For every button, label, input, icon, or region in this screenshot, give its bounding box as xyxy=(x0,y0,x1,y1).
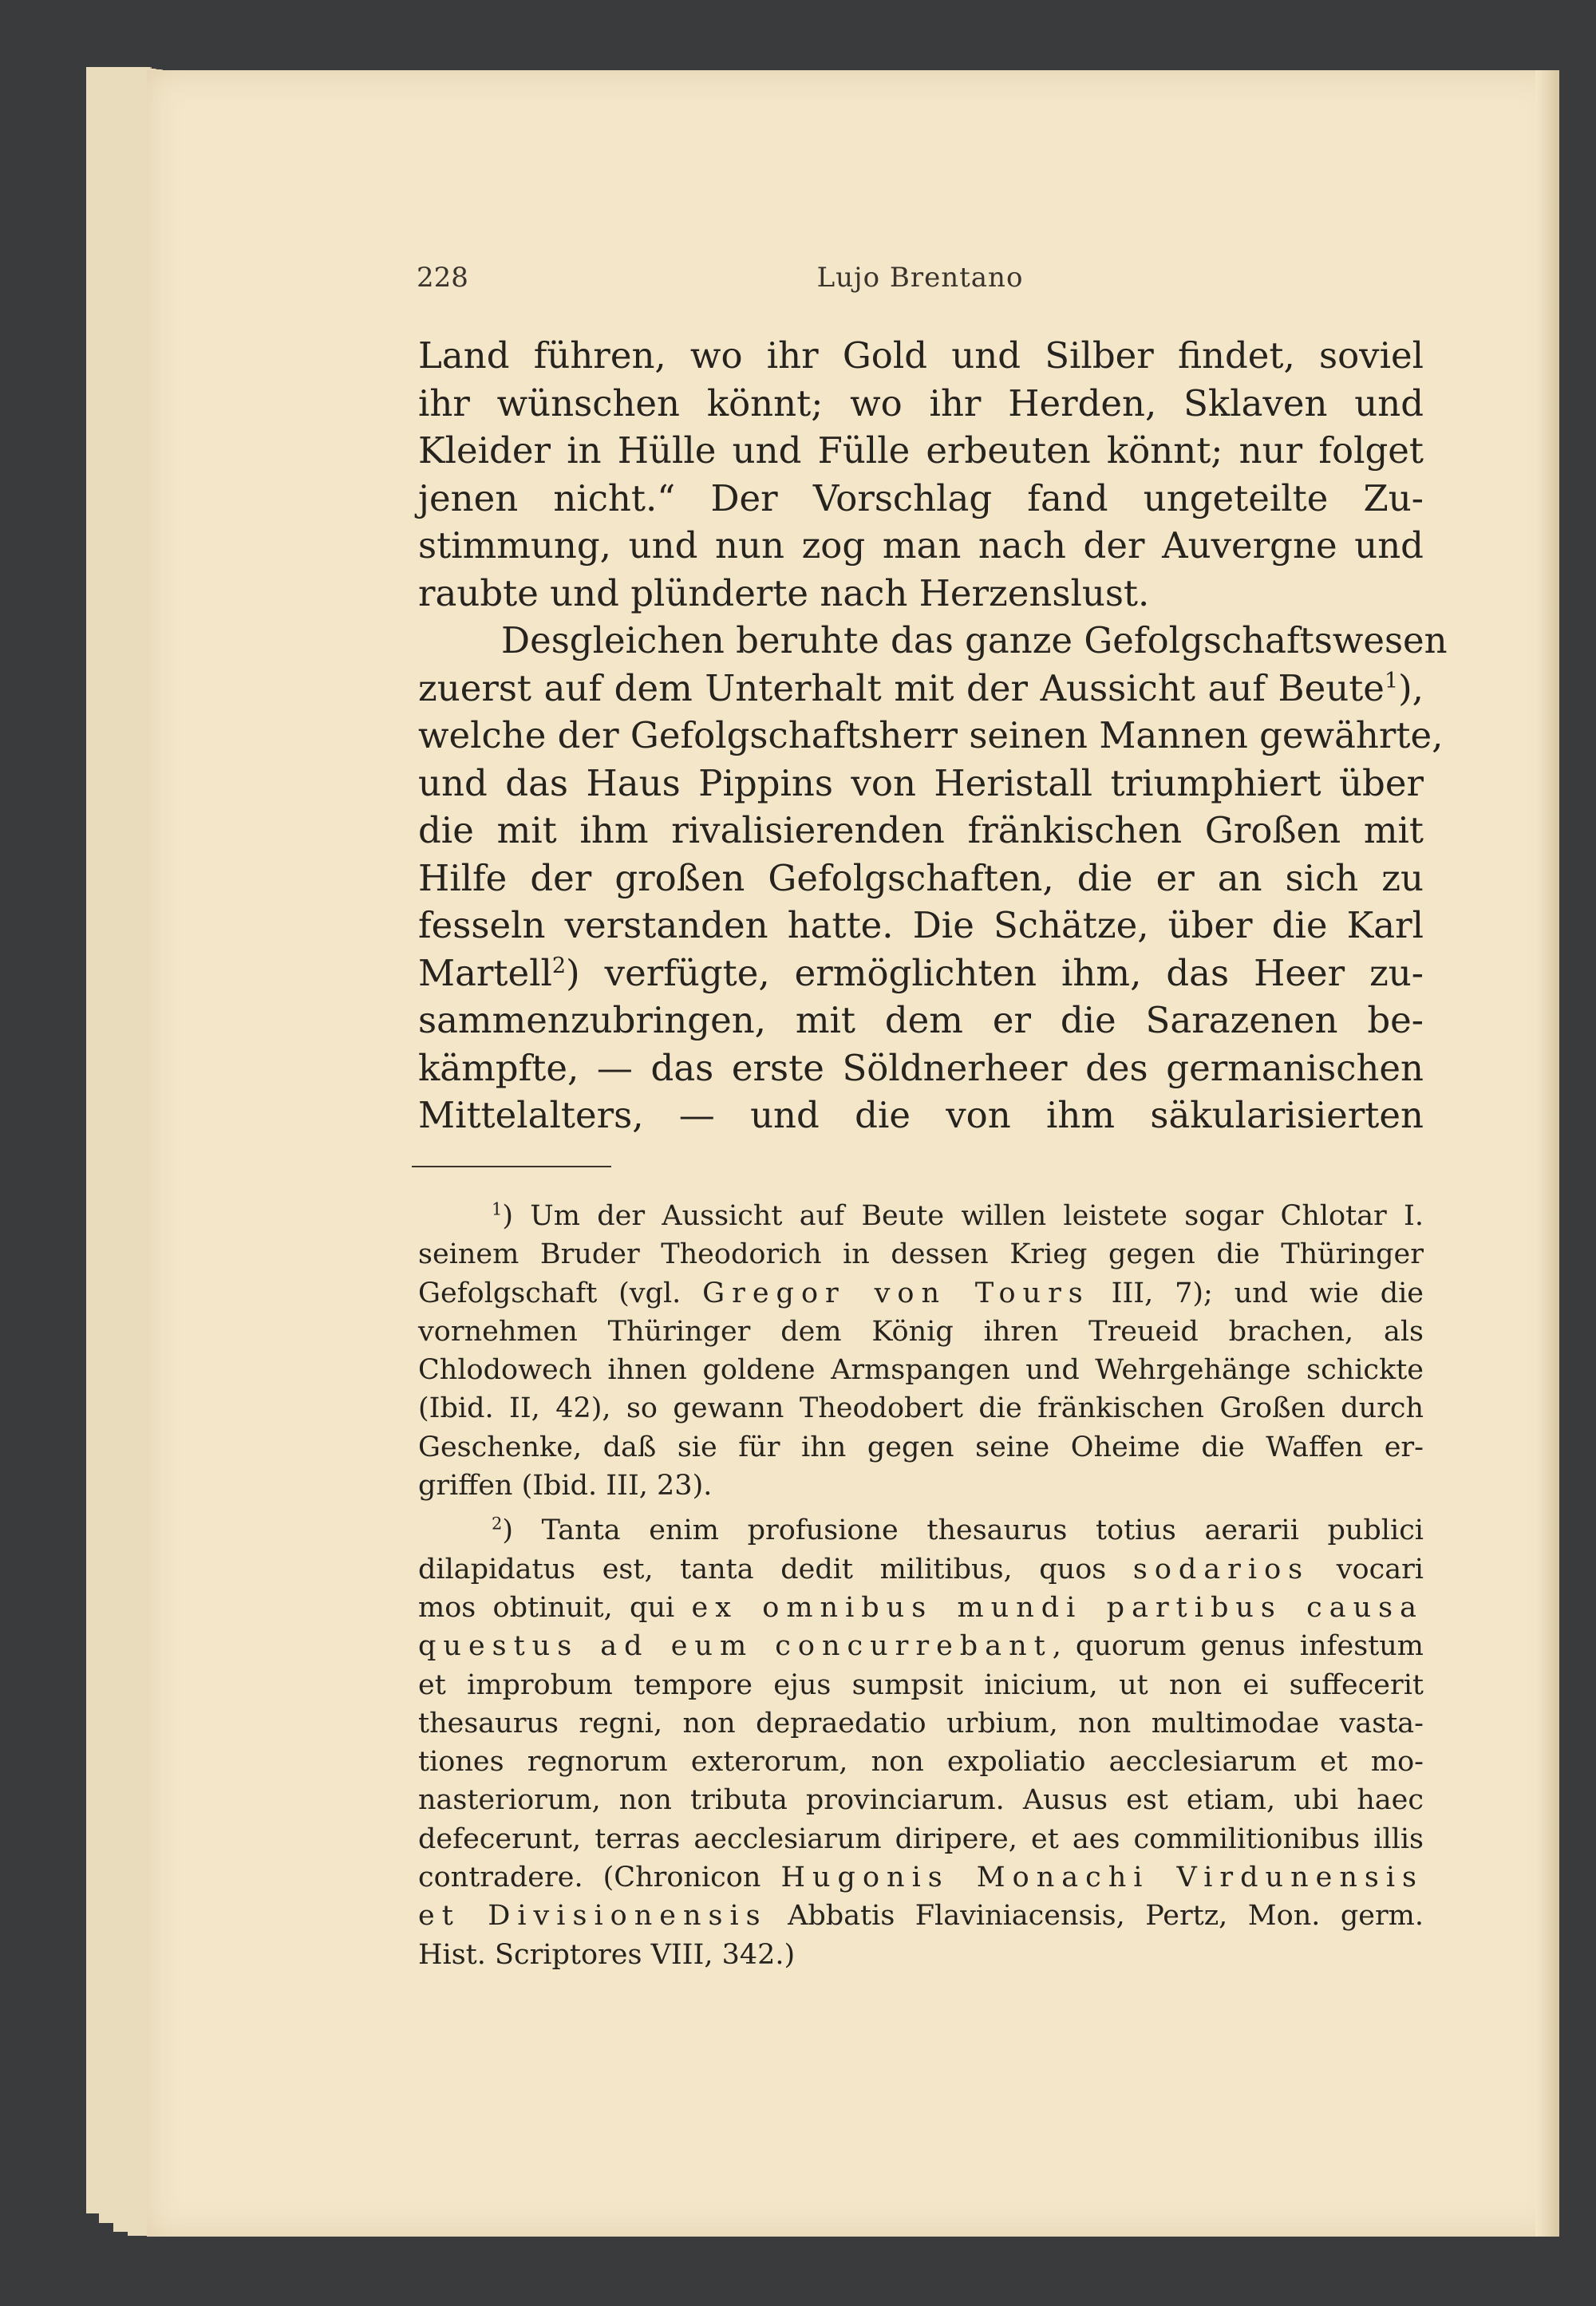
text-segment: ) Tanta enim profusione thesaurus totius aerarii publici xyxy=(502,1514,1424,1547)
text-segment: contradere. (Chronicon xyxy=(418,1862,781,1894)
text-segment: vocari xyxy=(1310,1553,1424,1585)
spaced-text: questus ad eum concurrebant xyxy=(418,1630,1053,1663)
text-segment: Martell xyxy=(418,951,552,994)
page-number: 228 xyxy=(417,262,468,294)
text-segment: Desgleichen beruhte das ganze Gefolgschaftswesen xyxy=(501,619,1448,661)
text-segment: Mittelalters, — und die von ihm säkularisierten xyxy=(418,1094,1424,1136)
text-segment: griffen (Ibid. III, 23). xyxy=(418,1470,713,1502)
text-segment: vornehmen Thüringer dem König ihren Treueid brachen, als xyxy=(418,1315,1424,1348)
footnotes xyxy=(418,1197,1424,1974)
footnote-line xyxy=(418,1467,1424,1505)
text-line xyxy=(418,950,1424,997)
text-line xyxy=(418,807,1424,855)
text-segment: sammenzubringen, mit dem er die Sarazenen be- xyxy=(418,999,1424,1041)
text-line xyxy=(418,712,1444,760)
footnote-line xyxy=(418,1389,1424,1427)
text-segment: Gefolgschaft (vgl. xyxy=(418,1277,703,1309)
spaced-text: sodarios xyxy=(1132,1553,1310,1585)
text-line xyxy=(418,760,1424,807)
text-segment: stimmung, und nun zog man nach der Auvergne und xyxy=(418,524,1424,567)
text-segment: thesaurus regni, non depraedatio urbium, non multimodae vasta- xyxy=(418,1707,1424,1739)
spaced-text: Gregor von Tours xyxy=(702,1277,1090,1309)
text-segment: Hist. Scriptores VIII, 342.) xyxy=(418,1938,796,1971)
text-line xyxy=(418,997,1424,1044)
text-segment: Kleider in Hülle und Fülle erbeuten könnt; nur folget xyxy=(418,429,1424,472)
text-line xyxy=(418,427,1424,475)
text-line xyxy=(418,1092,1424,1139)
text-segment: fesseln verstanden hatte. Die Schätze, über die Karl xyxy=(418,904,1424,946)
text-segment: jenen nicht.“ Der Vorschlag fand ungeteilte Zu- xyxy=(418,476,1424,519)
footnote-marker: 1 xyxy=(1384,668,1399,693)
text-segment: ) Um der Aussicht auf Beute willen leistete sogar Chlotar I. xyxy=(502,1200,1424,1232)
text-segment: ), xyxy=(1398,666,1424,709)
footnote-line xyxy=(418,1351,1424,1389)
text-segment: zuerst auf dem Unterhalt mit der Aussicht auf Beute xyxy=(418,666,1385,709)
text-line xyxy=(418,902,1424,950)
text-segment: raubte und plünderte nach Herzenslust. xyxy=(418,571,1150,614)
main-text xyxy=(418,332,1448,1139)
text-line xyxy=(418,380,1424,428)
text-segment: ) verfügte, ermöglichten ihm, das Heer zu- xyxy=(566,951,1424,994)
text-segment: Land führen, wo ihr Gold und Silber findet, soviel xyxy=(418,334,1424,377)
footnote-line xyxy=(418,1589,1424,1627)
footnote-line xyxy=(418,1511,1424,1550)
text-segment: seinem Bruder Theodorich in dessen Krieg gegen die Thüringer xyxy=(418,1238,1424,1271)
footnote-line xyxy=(418,1550,1424,1589)
footnote-line xyxy=(418,1781,1424,1819)
page-gutter xyxy=(1535,70,1559,2237)
text-line xyxy=(418,522,1424,570)
text-segment: , quorum genus infestum xyxy=(1052,1630,1424,1663)
footnote-line xyxy=(418,1627,1424,1665)
footnote-line xyxy=(418,1197,1424,1235)
text-segment: kämpfte, — das erste Söldnerheer des germanischen xyxy=(418,1046,1424,1089)
footnote-line xyxy=(418,1666,1424,1704)
text-line xyxy=(418,332,1424,380)
text-line xyxy=(418,570,1424,618)
text-segment: III, 7); und wie die xyxy=(1089,1277,1424,1309)
footnote-line xyxy=(418,1704,1424,1743)
text-segment: Hilfe der großen Gefolgschaften, die er an sich zu xyxy=(418,856,1424,899)
text-segment: (Ibid. II, 42), so gewann Theodobert die fränkischen Großen durch xyxy=(418,1392,1424,1425)
text-line xyxy=(418,855,1424,902)
footnote-line xyxy=(418,1820,1424,1858)
text-segment: et improbum tempore ejus sumpsit inicium, ut non ei suffecerit xyxy=(418,1668,1424,1701)
footnote-rule xyxy=(412,1166,611,1167)
footnote-line xyxy=(418,1313,1424,1351)
text-segment: defecerunt, terras aecclesiarum diripere, et aes commilitionibus illis xyxy=(418,1822,1424,1855)
text-segment: dilapidatus est, tanta dedit militibus, quos xyxy=(418,1553,1133,1585)
footnote-line xyxy=(418,1858,1424,1897)
footnote-line xyxy=(418,1235,1424,1273)
text-line xyxy=(418,1044,1424,1092)
text-segment: tiones regnorum exterorum, non expoliatio aecclesiarum et mo- xyxy=(418,1746,1424,1779)
text-segment: und das Haus Pippins von Heristall triumphiert über xyxy=(418,761,1424,804)
text-segment: nasteriorum, non tributa provinciarum. Ausus est etiam, ubi haec xyxy=(418,1784,1424,1817)
footnote-line xyxy=(418,1274,1424,1313)
footnote-marker: 2 xyxy=(551,953,567,978)
text-segment: mos obtinuit, qui xyxy=(418,1591,692,1624)
spaced-text: et Divisionensis xyxy=(418,1900,768,1933)
footnote-marker: 2 xyxy=(492,1514,503,1534)
spaced-text: ex omnibus mundi partibus causa xyxy=(691,1591,1424,1624)
footnote-line xyxy=(418,1897,1424,1935)
text-segment: Chlodowech ihnen goldene Armspangen und Wehrgehänge schickte xyxy=(418,1354,1424,1387)
text-line xyxy=(418,617,1448,665)
text-segment: Geschenke, daß sie für ihn gegen seine Oheime die Waffen er- xyxy=(418,1431,1424,1463)
footnote-line xyxy=(418,1936,1424,1974)
text-segment: die mit ihm rivalisierenden fränkischen Großen mit xyxy=(418,809,1424,851)
footnote-line xyxy=(418,1428,1424,1467)
page-header xyxy=(417,262,1424,297)
footnote-marker: 1 xyxy=(492,1199,503,1219)
footnote-line xyxy=(418,1743,1424,1781)
text-segment: ihr wünschen könnt; wo ihr Herden, Sklaven und xyxy=(418,381,1424,424)
text-segment: welche der Gefolgschaftsherr seinen Mannen gewährte, xyxy=(418,714,1444,756)
running-head: Lujo Brentano xyxy=(816,262,1024,294)
spaced-text: Hugonis Monachi Virdunensis xyxy=(780,1862,1424,1894)
text-line xyxy=(418,475,1424,523)
text-line xyxy=(418,665,1424,713)
text-segment: Abbatis Flaviniacensis, Pertz, Mon. germ. xyxy=(767,1900,1424,1933)
